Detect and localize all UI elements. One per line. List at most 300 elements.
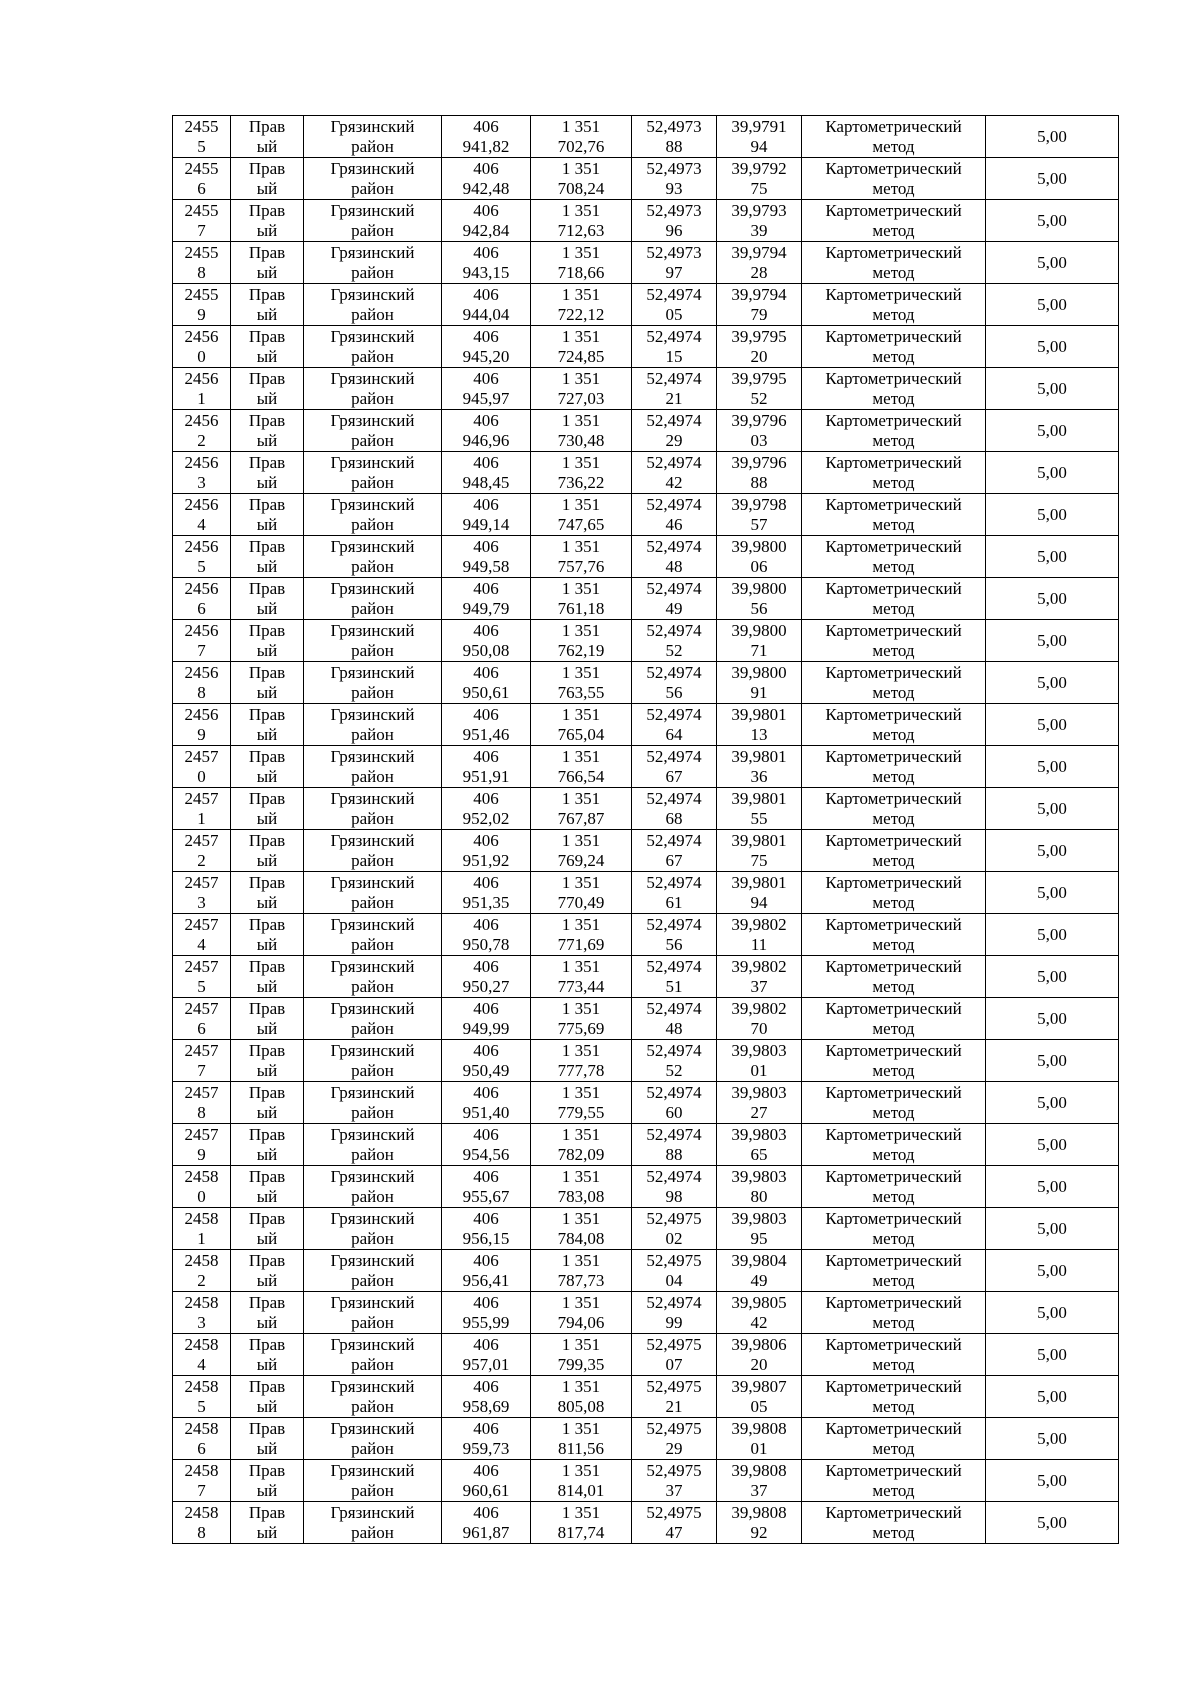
table-body — [173, 116, 1119, 1544]
bank-side-cell-line: Прав — [248, 494, 286, 514]
method-cell-line: Картометрический — [825, 704, 962, 724]
x-coordinate-cell — [442, 1418, 531, 1460]
y-coordinate-cell — [531, 578, 632, 620]
latitude-cell — [632, 1208, 717, 1250]
latitude-cell-line: 52,4974 — [646, 704, 702, 724]
method-cell — [802, 1418, 986, 1460]
latitude-cell — [632, 578, 717, 620]
method-cell-line: метод — [872, 1438, 915, 1458]
latitude-cell-line: 52,4974 — [646, 788, 702, 808]
latitude-cell-line: 52,4974 — [646, 326, 702, 346]
x-coordinate-cell-line: 406 — [473, 746, 499, 766]
method-cell — [802, 830, 986, 872]
y-coordinate-cell — [531, 956, 632, 998]
table-row — [173, 788, 1119, 830]
method-cell-line: Картометрический — [825, 200, 962, 220]
y-coordinate-cell-line: 1 351 — [561, 536, 601, 556]
latitude-cell-line: 52,4974 — [646, 1040, 702, 1060]
method-cell — [802, 788, 986, 830]
point-number-cell-line: 4 — [197, 934, 206, 954]
point-number-cell-line: 6 — [197, 178, 206, 198]
method-cell-line: метод — [872, 556, 915, 576]
point-number-cell — [173, 158, 231, 200]
x-coordinate-cell-line: 406 — [473, 1208, 499, 1228]
bank-side-cell — [231, 704, 304, 746]
latitude-cell — [632, 368, 717, 410]
y-coordinate-cell-line: 1 351 — [561, 998, 601, 1018]
longitude-cell-line: 95 — [750, 1228, 768, 1248]
latitude-cell — [632, 1166, 717, 1208]
point-number-cell-line: 4 — [197, 514, 206, 534]
latitude-cell-line: 52,4974 — [646, 1166, 702, 1186]
x-coordinate-cell — [442, 242, 531, 284]
latitude-cell-line: 52,4974 — [646, 1124, 702, 1144]
bank-side-cell-line: ый — [256, 808, 278, 828]
longitude-cell-line: 71 — [750, 640, 768, 660]
method-cell — [802, 326, 986, 368]
y-coordinate-cell-line: 1 351 — [561, 1502, 601, 1522]
point-number-cell-line: 8 — [197, 682, 206, 702]
latitude-cell-line: 52,4975 — [646, 1418, 702, 1438]
y-coordinate-cell-line: 712,63 — [557, 220, 605, 240]
x-coordinate-cell — [442, 116, 531, 158]
y-coordinate-cell — [531, 1166, 632, 1208]
latitude-cell — [632, 998, 717, 1040]
y-coordinate-cell-line: 1 351 — [561, 704, 601, 724]
longitude-cell-line: 39,9794 — [731, 284, 787, 304]
longitude-cell — [717, 872, 802, 914]
district-cell-line: район — [351, 892, 394, 912]
latitude-cell-line: 56 — [665, 682, 683, 702]
x-coordinate-cell — [442, 956, 531, 998]
method-cell-line: Картометрический — [825, 662, 962, 682]
point-number-cell — [173, 1376, 231, 1418]
point-number-cell — [173, 662, 231, 704]
y-coordinate-cell-line: 1 351 — [561, 452, 601, 472]
table-row — [173, 452, 1119, 494]
point-number-cell-line: 2456 — [184, 452, 219, 472]
y-coordinate-cell — [531, 326, 632, 368]
method-cell-line: Картометрический — [825, 1166, 962, 1186]
district-cell — [304, 368, 442, 410]
method-cell-line: метод — [872, 1522, 915, 1542]
accuracy-cell: 5,00 — [986, 284, 1119, 326]
accuracy-cell: 5,00 — [986, 368, 1119, 410]
point-number-cell — [173, 746, 231, 788]
longitude-cell-line: 39,9805 — [731, 1292, 787, 1312]
y-coordinate-cell-line: 708,24 — [557, 178, 605, 198]
latitude-cell — [632, 494, 717, 536]
method-cell-line: метод — [872, 766, 915, 786]
district-cell — [304, 1418, 442, 1460]
longitude-cell-line: 01 — [750, 1060, 768, 1080]
bank-side-cell-line: Прав — [248, 746, 286, 766]
y-coordinate-cell — [531, 1292, 632, 1334]
point-number-cell-line: 6 — [197, 598, 206, 618]
point-number-cell-line: 2455 — [184, 116, 219, 136]
longitude-cell-line: 20 — [750, 1354, 768, 1374]
x-coordinate-cell — [442, 1376, 531, 1418]
district-cell — [304, 1124, 442, 1166]
bank-side-cell — [231, 1250, 304, 1292]
method-cell-line: Картометрический — [825, 1460, 962, 1480]
latitude-cell-line: 15 — [665, 346, 683, 366]
bank-side-cell-line: ый — [256, 1312, 278, 1332]
accuracy-cell: 5,00 — [986, 1124, 1119, 1166]
latitude-cell-line: 67 — [665, 766, 683, 786]
bank-side-cell-line: ый — [256, 346, 278, 366]
x-coordinate-cell — [442, 536, 531, 578]
method-cell — [802, 284, 986, 326]
method-cell — [802, 1124, 986, 1166]
district-cell — [304, 242, 442, 284]
point-number-cell — [173, 1124, 231, 1166]
district-cell-line: район — [351, 808, 394, 828]
district-cell-line: район — [351, 514, 394, 534]
district-cell-line: Грязинский — [330, 200, 415, 220]
latitude-cell-line: 52,4975 — [646, 1460, 702, 1480]
latitude-cell-line: 52,4973 — [646, 158, 702, 178]
point-number-cell-line: 3 — [197, 472, 206, 492]
accuracy-cell: 5,00 — [986, 788, 1119, 830]
district-cell-line: район — [351, 934, 394, 954]
point-number-cell-line: 2 — [197, 1270, 206, 1290]
longitude-cell-line: 39,9801 — [731, 704, 787, 724]
x-coordinate-cell — [442, 788, 531, 830]
method-cell-line: метод — [872, 178, 915, 198]
y-coordinate-cell-line: 761,18 — [557, 598, 605, 618]
district-cell — [304, 704, 442, 746]
bank-side-cell — [231, 872, 304, 914]
bank-side-cell-line: Прав — [248, 368, 286, 388]
longitude-cell-line: 39,9791 — [731, 116, 787, 136]
method-cell-line: метод — [872, 1102, 915, 1122]
accuracy-cell: 5,00 — [986, 620, 1119, 662]
longitude-cell-line: 57 — [750, 514, 768, 534]
x-coordinate-cell-line: 959,73 — [462, 1438, 510, 1458]
method-cell — [802, 536, 986, 578]
y-coordinate-cell — [531, 368, 632, 410]
accuracy-cell: 5,00 — [986, 746, 1119, 788]
y-coordinate-cell — [531, 1418, 632, 1460]
y-coordinate-cell — [531, 704, 632, 746]
longitude-cell-line: 39,9803 — [731, 1208, 787, 1228]
point-number-cell-line: 2455 — [184, 242, 219, 262]
bank-side-cell — [231, 452, 304, 494]
bank-side-cell — [231, 914, 304, 956]
x-coordinate-cell-line: 961,87 — [462, 1522, 510, 1542]
latitude-cell — [632, 956, 717, 998]
x-coordinate-cell-line: 406 — [473, 494, 499, 514]
district-cell-line: Грязинский — [330, 830, 415, 850]
accuracy-cell: 5,00 — [986, 536, 1119, 578]
method-cell-line: метод — [872, 850, 915, 870]
x-coordinate-cell-line: 957,01 — [462, 1354, 510, 1374]
table-row — [173, 410, 1119, 452]
method-cell-line: Картометрический — [825, 914, 962, 934]
latitude-cell — [632, 242, 717, 284]
bank-side-cell — [231, 662, 304, 704]
y-coordinate-cell — [531, 1250, 632, 1292]
y-coordinate-cell-line: 1 351 — [561, 284, 601, 304]
district-cell-line: Грязинский — [330, 872, 415, 892]
point-number-cell-line: 2458 — [184, 1166, 219, 1186]
y-coordinate-cell — [531, 1376, 632, 1418]
method-cell — [802, 1082, 986, 1124]
point-number-cell — [173, 956, 231, 998]
bank-side-cell-line: Прав — [248, 998, 286, 1018]
x-coordinate-cell-line: 951,92 — [462, 850, 510, 870]
point-number-cell-line: 2458 — [184, 1334, 219, 1354]
district-cell-line: Грязинский — [330, 368, 415, 388]
district-cell-line: Грязинский — [330, 452, 415, 472]
district-cell — [304, 662, 442, 704]
x-coordinate-cell-line: 949,99 — [462, 1018, 510, 1038]
district-cell-line: район — [351, 556, 394, 576]
x-coordinate-cell — [442, 368, 531, 410]
longitude-cell-line: 39,9801 — [731, 788, 787, 808]
table-row — [173, 1418, 1119, 1460]
point-number-cell-line: 8 — [197, 1522, 206, 1542]
y-coordinate-cell-line: 814,01 — [557, 1480, 605, 1500]
y-coordinate-cell-line: 1 351 — [561, 200, 601, 220]
method-cell-line: Картометрический — [825, 284, 962, 304]
table-row — [173, 1166, 1119, 1208]
longitude-cell-line: 42 — [750, 1312, 768, 1332]
x-coordinate-cell-line: 945,97 — [462, 388, 510, 408]
x-coordinate-cell — [442, 326, 531, 368]
x-coordinate-cell-line: 406 — [473, 998, 499, 1018]
longitude-cell-line: 94 — [750, 892, 768, 912]
accuracy-cell: 5,00 — [986, 494, 1119, 536]
x-coordinate-cell-line: 942,84 — [462, 220, 510, 240]
method-cell-line: метод — [872, 1144, 915, 1164]
x-coordinate-cell — [442, 494, 531, 536]
table-row — [173, 368, 1119, 410]
y-coordinate-cell-line: 771,69 — [557, 934, 605, 954]
method-cell — [802, 242, 986, 284]
bank-side-cell-line: ый — [256, 766, 278, 786]
table-row — [173, 536, 1119, 578]
accuracy-cell: 5,00 — [986, 242, 1119, 284]
bank-side-cell-line: Прав — [248, 1040, 286, 1060]
method-cell-line: Картометрический — [825, 872, 962, 892]
y-coordinate-cell-line: 773,44 — [557, 976, 605, 996]
latitude-cell-line: 04 — [665, 1270, 683, 1290]
x-coordinate-cell — [442, 1292, 531, 1334]
district-cell-line: район — [351, 136, 394, 156]
y-coordinate-cell-line: 747,65 — [557, 514, 605, 534]
point-number-cell-line: 2455 — [184, 284, 219, 304]
y-coordinate-cell-line: 1 351 — [561, 1208, 601, 1228]
method-cell-line: Картометрический — [825, 1334, 962, 1354]
longitude-cell-line: 49 — [750, 1270, 768, 1290]
x-coordinate-cell — [442, 452, 531, 494]
longitude-cell-line: 39,9793 — [731, 200, 787, 220]
method-cell-line: Картометрический — [825, 1418, 962, 1438]
bank-side-cell-line: ый — [256, 556, 278, 576]
method-cell-line: метод — [872, 220, 915, 240]
bank-side-cell — [231, 1292, 304, 1334]
x-coordinate-cell — [442, 1166, 531, 1208]
latitude-cell-line: 52,4974 — [646, 536, 702, 556]
method-cell-line: Картометрический — [825, 830, 962, 850]
latitude-cell — [632, 914, 717, 956]
y-coordinate-cell-line: 769,24 — [557, 850, 605, 870]
table-row — [173, 578, 1119, 620]
y-coordinate-cell — [531, 662, 632, 704]
district-cell-line: район — [351, 1228, 394, 1248]
method-cell — [802, 872, 986, 914]
latitude-cell — [632, 200, 717, 242]
district-cell-line: район — [351, 178, 394, 198]
point-number-cell — [173, 620, 231, 662]
longitude-cell-line: 39,9800 — [731, 536, 787, 556]
x-coordinate-cell — [442, 1334, 531, 1376]
method-cell-line: метод — [872, 808, 915, 828]
district-cell — [304, 1250, 442, 1292]
latitude-cell — [632, 452, 717, 494]
point-number-cell-line: 7 — [197, 1480, 206, 1500]
point-number-cell-line: 2456 — [184, 536, 219, 556]
district-cell-line: район — [351, 766, 394, 786]
point-number-cell — [173, 998, 231, 1040]
longitude-cell-line: 39,9792 — [731, 158, 787, 178]
district-cell-line: район — [351, 682, 394, 702]
table-row — [173, 872, 1119, 914]
method-cell-line: метод — [872, 724, 915, 744]
y-coordinate-cell — [531, 1124, 632, 1166]
y-coordinate-cell-line: 767,87 — [557, 808, 605, 828]
method-cell — [802, 620, 986, 662]
longitude-cell — [717, 200, 802, 242]
method-cell — [802, 452, 986, 494]
latitude-cell-line: 52,4974 — [646, 998, 702, 1018]
longitude-cell-line: 39,9807 — [731, 1376, 787, 1396]
point-number-cell-line: 1 — [197, 1228, 206, 1248]
district-cell-line: район — [351, 472, 394, 492]
district-cell-line: Грязинский — [330, 1418, 415, 1438]
accuracy-cell: 5,00 — [986, 1418, 1119, 1460]
longitude-cell-line: 27 — [750, 1102, 768, 1122]
latitude-cell-line: 52,4974 — [646, 284, 702, 304]
y-coordinate-cell-line: 757,76 — [557, 556, 605, 576]
x-coordinate-cell-line: 406 — [473, 662, 499, 682]
latitude-cell-line: 49 — [665, 598, 683, 618]
bank-side-cell-line: Прав — [248, 1082, 286, 1102]
accuracy-cell: 5,00 — [986, 158, 1119, 200]
latitude-cell-line: 05 — [665, 304, 683, 324]
district-cell-line: район — [351, 1018, 394, 1038]
table-row — [173, 998, 1119, 1040]
table-row — [173, 1292, 1119, 1334]
table-row — [173, 494, 1119, 536]
latitude-cell-line: 52,4975 — [646, 1334, 702, 1354]
accuracy-cell: 5,00 — [986, 1040, 1119, 1082]
point-number-cell-line: 2458 — [184, 1376, 219, 1396]
district-cell-line: Грязинский — [330, 1460, 415, 1480]
longitude-cell — [717, 956, 802, 998]
latitude-cell — [632, 1376, 717, 1418]
latitude-cell-line: 52,4973 — [646, 242, 702, 262]
longitude-cell — [717, 788, 802, 830]
table-row — [173, 242, 1119, 284]
accuracy-cell: 5,00 — [986, 1460, 1119, 1502]
accuracy-cell: 5,00 — [986, 1250, 1119, 1292]
district-cell-line: Грязинский — [330, 1334, 415, 1354]
bank-side-cell — [231, 1460, 304, 1502]
x-coordinate-cell-line: 406 — [473, 1334, 499, 1354]
longitude-cell — [717, 1460, 802, 1502]
method-cell-line: Картометрический — [825, 1208, 962, 1228]
y-coordinate-cell-line: 1 351 — [561, 326, 601, 346]
point-number-cell-line: 4 — [197, 1354, 206, 1374]
table-row — [173, 746, 1119, 788]
point-number-cell-line: 2455 — [184, 158, 219, 178]
point-number-cell-line: 8 — [197, 1102, 206, 1122]
x-coordinate-cell-line: 406 — [473, 872, 499, 892]
point-number-cell-line: 2457 — [184, 746, 219, 766]
longitude-cell — [717, 326, 802, 368]
method-cell — [802, 1250, 986, 1292]
x-coordinate-cell — [442, 914, 531, 956]
method-cell-line: Картометрический — [825, 494, 962, 514]
y-coordinate-cell-line: 777,78 — [557, 1060, 605, 1080]
district-cell-line: район — [351, 262, 394, 282]
method-cell-line: метод — [872, 1354, 915, 1374]
y-coordinate-cell — [531, 872, 632, 914]
latitude-cell — [632, 326, 717, 368]
point-number-cell-line: 0 — [197, 1186, 206, 1206]
point-number-cell — [173, 284, 231, 326]
method-cell-line: Картометрический — [825, 326, 962, 346]
y-coordinate-cell-line: 770,49 — [557, 892, 605, 912]
table-row — [173, 620, 1119, 662]
district-cell-line: Грязинский — [330, 116, 415, 136]
x-coordinate-cell-line: 406 — [473, 284, 499, 304]
method-cell — [802, 158, 986, 200]
x-coordinate-cell-line: 406 — [473, 956, 499, 976]
point-number-cell-line: 2456 — [184, 368, 219, 388]
point-number-cell — [173, 242, 231, 284]
method-cell — [802, 410, 986, 452]
y-coordinate-cell-line: 766,54 — [557, 766, 605, 786]
method-cell — [802, 1208, 986, 1250]
x-coordinate-cell-line: 406 — [473, 536, 499, 556]
method-cell-line: Картометрический — [825, 1124, 962, 1144]
bank-side-cell — [231, 998, 304, 1040]
y-coordinate-cell-line: 1 351 — [561, 788, 601, 808]
district-cell-line: район — [351, 850, 394, 870]
point-number-cell — [173, 872, 231, 914]
table-row — [173, 704, 1119, 746]
longitude-cell — [717, 368, 802, 410]
point-number-cell-line: 6 — [197, 1018, 206, 1038]
x-coordinate-cell-line: 406 — [473, 158, 499, 178]
district-cell-line: район — [351, 1144, 394, 1164]
table-row — [173, 1376, 1119, 1418]
y-coordinate-cell-line: 765,04 — [557, 724, 605, 744]
table-row — [173, 116, 1119, 158]
district-cell-line: Грязинский — [330, 998, 415, 1018]
point-number-cell — [173, 1250, 231, 1292]
longitude-cell-line: 39,9796 — [731, 452, 787, 472]
method-cell-line: метод — [872, 640, 915, 660]
method-cell-line: Картометрический — [825, 1376, 962, 1396]
bank-side-cell-line: ый — [256, 1102, 278, 1122]
latitude-cell — [632, 662, 717, 704]
latitude-cell — [632, 872, 717, 914]
